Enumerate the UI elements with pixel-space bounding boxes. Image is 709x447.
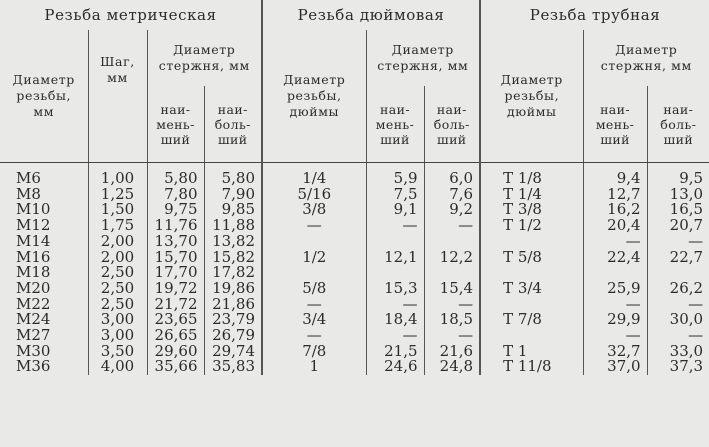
- cell-p: 2,50: [88, 265, 147, 281]
- cell-t: [480, 328, 583, 344]
- cell-tmn: —: [583, 297, 647, 313]
- cell-imx: —: [424, 218, 480, 234]
- cell-in: —: [262, 328, 366, 344]
- cell-p: 3,00: [88, 312, 147, 328]
- cell-imx: 21,6: [424, 344, 480, 360]
- cell-m: М12: [16, 216, 51, 235]
- table-row: [0, 163, 709, 187]
- cell-t: Т 1/2: [480, 218, 583, 234]
- cell-imx: 7,6: [424, 187, 480, 203]
- header-metric-min: наи- мень- ший: [147, 86, 204, 163]
- cell-tmn: 25,9: [583, 281, 647, 297]
- cell-mn: 5,80: [147, 163, 204, 187]
- cell-tmn: 37,0: [583, 359, 647, 375]
- header-rod-diameter-metric: Диаметр стержня, мм: [147, 30, 262, 86]
- table-row: [0, 359, 709, 375]
- cell-p: 3,50: [88, 344, 147, 360]
- cell-mx: 5,80: [204, 163, 262, 187]
- cell-p: 3,00: [88, 328, 147, 344]
- cell-tmx: 9,5: [647, 163, 709, 187]
- cell-mx: 9,85: [204, 202, 262, 218]
- cell-tmx: 16,5: [647, 202, 709, 218]
- cell-mn: 26,65: [147, 328, 204, 344]
- header-metric-max: наи- боль- ший: [204, 86, 262, 163]
- cell-imn: 12,1: [366, 250, 424, 266]
- cell-mx: 35,83: [204, 359, 262, 375]
- cell-tmx: —: [647, 328, 709, 344]
- cell-m: М18: [16, 263, 51, 282]
- cell-mx: 21,86: [204, 297, 262, 313]
- cell-mn: 19,72: [147, 281, 204, 297]
- header-pitch: Шаг, мм: [88, 30, 147, 163]
- cell-tmx: 13,0: [647, 187, 709, 203]
- header-pipe-max: наи- боль- ший: [647, 86, 709, 163]
- cell-in: 7/8: [262, 344, 366, 360]
- header-pipe-diameter: Диаметр резьбы, дюймы: [480, 30, 583, 163]
- cell-in: —: [262, 218, 366, 234]
- cell-tmx: —: [647, 297, 709, 313]
- cell-mx: 7,90: [204, 187, 262, 203]
- cell-mn: 13,70: [147, 234, 204, 250]
- group-header-pipe: Резьба трубная: [480, 0, 709, 30]
- cell-tmx: 22,7: [647, 250, 709, 266]
- cell-imx: 6,0: [424, 163, 480, 187]
- cell-mn: 23,65: [147, 312, 204, 328]
- cell-p: 2,00: [88, 250, 147, 266]
- cell-imx: 15,4: [424, 281, 480, 297]
- cell-tmn: —: [583, 234, 647, 250]
- cell-tmn: —: [583, 328, 647, 344]
- cell-in: —: [262, 297, 366, 313]
- cell-tmn: 32,7: [583, 344, 647, 360]
- cell-t: Т 1/8: [480, 163, 583, 187]
- cell-m: М27: [16, 326, 51, 345]
- cell-imn: —: [366, 328, 424, 344]
- cell-p: 1,50: [88, 202, 147, 218]
- cell-mx: 17,82: [204, 265, 262, 281]
- cell-mn: 15,70: [147, 250, 204, 266]
- cell-imn: 7,5: [366, 187, 424, 203]
- cell-mx: 11,88: [204, 218, 262, 234]
- cell-tmx: 20,7: [647, 218, 709, 234]
- cell-m: М20: [16, 278, 51, 297]
- cell-m: М36: [16, 357, 51, 376]
- header-inch-diameter: Диаметр резьбы, дюймы: [262, 30, 366, 163]
- cell-m: М16: [16, 247, 51, 266]
- cell-imn: 9,1: [366, 202, 424, 218]
- cell-in: 5/8: [262, 281, 366, 297]
- cell-mn: 9,75: [147, 202, 204, 218]
- cell-mx: 13,82: [204, 234, 262, 250]
- table-body: [0, 163, 709, 376]
- header-pipe-min: наи- мень- ший: [583, 86, 647, 163]
- cell-m: М22: [16, 294, 51, 313]
- header-metric-diameter: Диаметр резьбы, мм: [0, 30, 88, 163]
- cell-imn: —: [366, 297, 424, 313]
- cell-imx: —: [424, 297, 480, 313]
- cell-mn: 35,66: [147, 359, 204, 375]
- header-inch-min: наи- мень- ший: [366, 86, 424, 163]
- cell-t: Т 3/8: [480, 202, 583, 218]
- header-inch-max: наи- боль- ший: [424, 86, 480, 163]
- cell-tmn: 9,4: [583, 163, 647, 187]
- cell-imn: 21,5: [366, 344, 424, 360]
- cell-in: 1/2: [262, 250, 366, 266]
- cell-in: 3/8: [262, 202, 366, 218]
- cell-t: Т 1/4: [480, 187, 583, 203]
- cell-m: М10: [16, 200, 51, 219]
- cell-t: Т 3/4: [480, 281, 583, 297]
- cell-m: М6: [16, 169, 41, 187]
- cell-m: М8: [16, 184, 41, 203]
- cell-mn: 17,70: [147, 265, 204, 281]
- cell-p: 2,50: [88, 297, 147, 313]
- cell-p: 1,25: [88, 187, 147, 203]
- cell-mx: 23,79: [204, 312, 262, 328]
- cell-in: 3/4: [262, 312, 366, 328]
- cell-imx: 24,8: [424, 359, 480, 375]
- cell-t: Т 1: [480, 344, 583, 360]
- cell-tmx: 33,0: [647, 344, 709, 360]
- cell-tmx: 30,0: [647, 312, 709, 328]
- cell-imx: —: [424, 328, 480, 344]
- cell-mx: 29,74: [204, 344, 262, 360]
- group-header-inch: Резьба дюймовая: [262, 0, 480, 30]
- cell-mx: 19,86: [204, 281, 262, 297]
- cell-imn: 5,9: [366, 163, 424, 187]
- cell-m: М14: [16, 231, 51, 250]
- cell-in: 1: [262, 359, 366, 375]
- cell-m: М24: [16, 310, 51, 329]
- cell-mn: 21,72: [147, 297, 204, 313]
- cell-imx: 12,2: [424, 250, 480, 266]
- cell-imn: 24,6: [366, 359, 424, 375]
- cell-mn: 7,80: [147, 187, 204, 203]
- cell-tmx: —: [647, 234, 709, 250]
- cell-p: 1,00: [88, 163, 147, 187]
- cell-p: 2,00: [88, 234, 147, 250]
- cell-in: 1/4: [262, 163, 366, 187]
- cell-imx: 18,5: [424, 312, 480, 328]
- cell-m: М30: [16, 341, 51, 360]
- cell-imx: 9,2: [424, 202, 480, 218]
- cell-mn: 29,60: [147, 344, 204, 360]
- header-rod-diameter-inch: Диаметр стержня, мм: [366, 30, 480, 86]
- cell-tmn: 12,7: [583, 187, 647, 203]
- cell-in: 5/16: [262, 187, 366, 203]
- cell-t: Т 5/8: [480, 250, 583, 266]
- cell-tmn: 22,4: [583, 250, 647, 266]
- cell-p: 1,75: [88, 218, 147, 234]
- header-rod-diameter-pipe: Диаметр стержня, мм: [583, 30, 709, 86]
- cell-tmn: 29,9: [583, 312, 647, 328]
- cell-t: Т 7/8: [480, 312, 583, 328]
- cell-p: 4,00: [88, 359, 147, 375]
- cell-mx: 15,82: [204, 250, 262, 266]
- cell-imn: 18,4: [366, 312, 424, 328]
- cell-tmx: 37,3: [647, 359, 709, 375]
- group-header-metric: Резьба метрическая: [44, 6, 217, 24]
- cell-imn: —: [366, 218, 424, 234]
- cell-mn: 11,76: [147, 218, 204, 234]
- cell-tmn: 20,4: [583, 218, 647, 234]
- cell-mx: 26,79: [204, 328, 262, 344]
- cell-p: 2,50: [88, 281, 147, 297]
- cell-tmx: 26,2: [647, 281, 709, 297]
- cell-t: Т 11/8: [480, 359, 583, 375]
- cell-tmn: 16,2: [583, 202, 647, 218]
- cell-imn: 15,3: [366, 281, 424, 297]
